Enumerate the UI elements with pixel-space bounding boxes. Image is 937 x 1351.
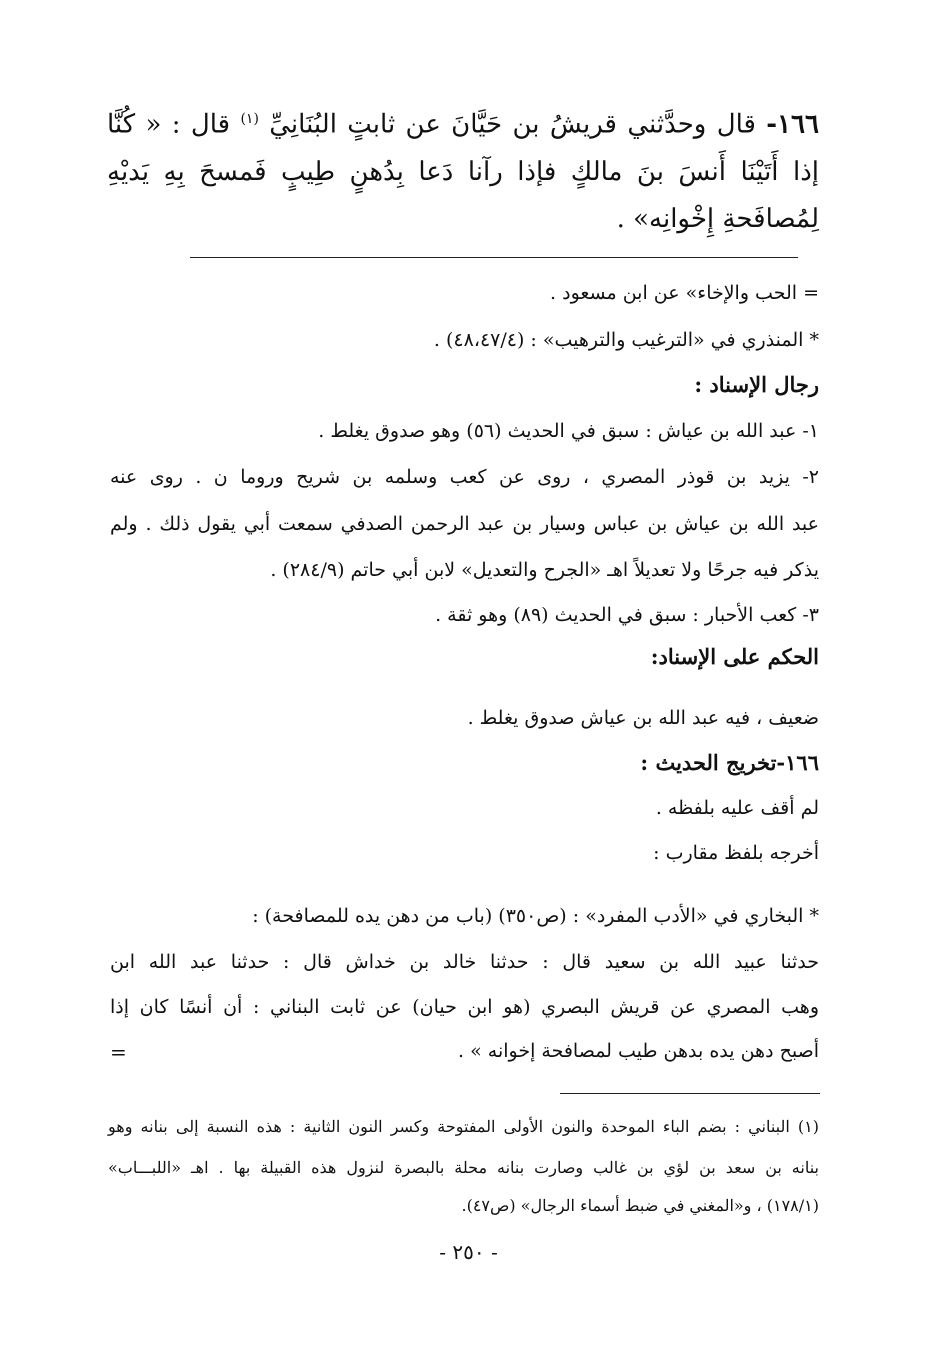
narrator-entry-cont: يذكر فيه جرحًا ولا تعديلاً اهـ «الجرح والتعديل» لابن أبي حاتم (٢٨٤/٩) . [270, 559, 819, 581]
note-line: * المنذري في «الترغيب والترهيب» : (٤٨،٤٧/٤) . [433, 329, 819, 351]
footnote-line: بنانه بن سعد بن لؤي بن غالب وصارت بنانه محلة بالبصرة لنزول هذه القبيلة بها . اهـ «اللبـــاب» [108, 1158, 819, 1177]
footnote-line: (١٧٨/١) ، و«المغني في ضبط أسماء الرجال» (ص٤٧). [461, 1196, 819, 1215]
takhrij-line: لم أقف عليه بلفظه . [655, 797, 819, 819]
page-number: - ٢٥٠ - [439, 1240, 498, 1264]
source-line: أصبح دهن يده بدهن طيب لمصافحة إخوانه » . [458, 1040, 819, 1062]
continuation-mark: = [110, 1040, 127, 1064]
source-line: حدثنا عبيد الله بن سعيد قال : حدثنا خالد بن خداش قال : حدثنا عبد الله ابن [110, 951, 819, 973]
hadith-chain: قال وحدَّثني قريشُ بن حَيَّانَ عن ثابتٍ البُنَانِيِّ [258, 109, 767, 140]
separator-rule [190, 257, 798, 258]
section-heading-hukm: الحكم على الإسناد: [650, 644, 819, 669]
section-heading-takhrij: ١٦٦-تخريج الحديث : [640, 750, 819, 775]
narrator-entry: ١- عبد الله بن عياش : سبق في الحديث (٥٦) وهو صدوق يغلط . [318, 420, 819, 442]
footnote-reference[interactable]: (١) [240, 111, 259, 127]
hadith-matn: قال : « كُنَّا إذا أَتَيْنَا أَنسَ بنَ مالكٍ فإذا رآنا دَعا بِدُهنٍ طِيبٍ فَمسحَ بِهِ يَديْهِ لِمُصافَحةِ إِخْوانِه» . [107, 109, 819, 234]
note-line: = الحب والإخاء» عن ابن مسعود . [550, 282, 819, 304]
takhrij-line: أخرجه بلفظ مقارب : [653, 842, 819, 864]
section-heading-rijal: رجال الإسناد : [694, 372, 819, 397]
narrator-entry: ٢- يزيد بن قوذر المصري ، روى عن كعب وسلمه بن شريح وروما ن . روى عنه [110, 466, 819, 488]
source-line: وهب المصري عن قريش البصري (هو ابن حيان) عن ثابت البناني : أن أنسًا كان إذا [110, 996, 819, 1018]
hukm-text: ضعيف ، فيه عبد الله بن عياش صدوق يغلط . [467, 707, 819, 729]
footnote-line: (١) البناني : بضم الباء الموحدة والنون الأولى المفتوحة وكسر النون الثانية : هذه النسبة إلى بنانه وهو [108, 1117, 819, 1136]
narrator-entry: ٣- كعب الأحبار : سبق في الحديث (٨٩) وهو ثقة . [435, 604, 819, 626]
narrator-entry-cont: عبد الله بن عياش بن عباس وسيار بن عبد الرحمن الصدفي سمعت أبي يقول ذلك . ولم [110, 513, 819, 535]
footnote-rule [560, 1093, 820, 1094]
source-line: * البخاري في «الأدب المفرد» : (ص٣٥٠) (باب من دهن يده للمصافحة) : [252, 905, 819, 927]
hadith-text [107, 96, 819, 243]
hadith-number: ١٦٦- [766, 109, 819, 140]
